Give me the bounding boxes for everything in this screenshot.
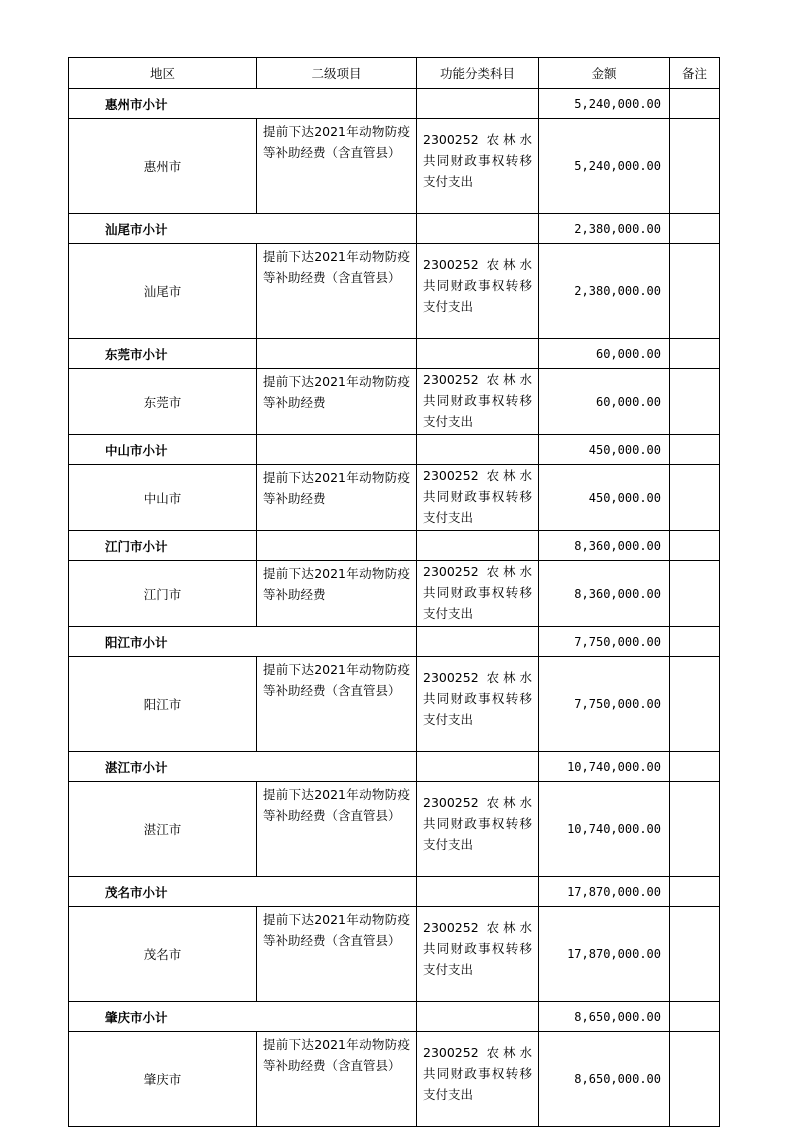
subtotal-label: 肇庆市小计 bbox=[69, 1002, 417, 1032]
subtotal-amount: 8,360,000.00 bbox=[539, 531, 670, 561]
region-name: 茂名市 bbox=[69, 907, 257, 1002]
subtotal-func bbox=[417, 1002, 539, 1032]
detail-amount: 7,750,000.00 bbox=[539, 657, 670, 752]
subtotal-amount: 450,000.00 bbox=[539, 435, 670, 465]
subtotal-amount: 17,870,000.00 bbox=[539, 877, 670, 907]
subtotal-note bbox=[670, 339, 720, 369]
detail-row bbox=[69, 1032, 720, 1127]
func-category: 2300252 农林水共同财政事权转移支付支出 bbox=[417, 657, 539, 752]
func-category: 2300252 农林水共同财政事权转移支付支出 bbox=[417, 782, 539, 877]
subtotal-note bbox=[670, 1002, 720, 1032]
detail-amount: 8,650,000.00 bbox=[539, 1032, 670, 1127]
detail-note bbox=[670, 782, 720, 877]
project-name: 提前下达2021年动物防疫等补助经费 bbox=[257, 561, 417, 627]
subtotal-row bbox=[69, 214, 720, 244]
subtotal-row bbox=[69, 339, 720, 369]
region-name: 东莞市 bbox=[69, 369, 257, 435]
func-category: 2300252 农林水共同财政事权转移支付支出 bbox=[417, 244, 539, 339]
subtotal-note bbox=[670, 752, 720, 782]
subtotal-note bbox=[670, 877, 720, 907]
header-amount: 金额 bbox=[539, 58, 670, 89]
project-name: 提前下达2021年动物防疫等补助经费（含直管县） bbox=[257, 782, 417, 877]
header-note: 备注 bbox=[670, 58, 720, 89]
region-name: 肇庆市 bbox=[69, 1032, 257, 1127]
subtotal-note bbox=[670, 627, 720, 657]
project-name: 提前下达2021年动物防疫等补助经费（含直管县） bbox=[257, 119, 417, 214]
detail-row bbox=[69, 119, 720, 214]
subtotal-func bbox=[417, 531, 539, 561]
detail-row bbox=[69, 561, 720, 627]
subtotal-row bbox=[69, 89, 720, 119]
detail-amount: 5,240,000.00 bbox=[539, 119, 670, 214]
detail-note bbox=[670, 369, 720, 435]
func-category: 2300252 农林水共同财政事权转移支付支出 bbox=[417, 907, 539, 1002]
subtotal-label: 江门市小计 bbox=[69, 531, 257, 561]
subtotal-row bbox=[69, 752, 720, 782]
header-region: 地区 bbox=[69, 58, 257, 89]
subtotal-label: 汕尾市小计 bbox=[69, 214, 417, 244]
detail-amount: 450,000.00 bbox=[539, 465, 670, 531]
detail-note bbox=[670, 244, 720, 339]
subtotal-label: 东莞市小计 bbox=[69, 339, 257, 369]
func-category: 2300252 农林水共同财政事权转移支付支出 bbox=[417, 465, 539, 531]
header-func: 功能分类科目 bbox=[417, 58, 539, 89]
subtotal-row bbox=[69, 627, 720, 657]
detail-row bbox=[69, 657, 720, 752]
subtotal-row bbox=[69, 1002, 720, 1032]
subtotal-note bbox=[670, 214, 720, 244]
subtotal-amount: 7,750,000.00 bbox=[539, 627, 670, 657]
detail-note bbox=[670, 657, 720, 752]
subtotal-label: 惠州市小计 bbox=[69, 89, 417, 119]
subtotal-amount: 2,380,000.00 bbox=[539, 214, 670, 244]
detail-note bbox=[670, 465, 720, 531]
subtotal-func bbox=[417, 435, 539, 465]
func-category: 2300252 农林水共同财政事权转移支付支出 bbox=[417, 1032, 539, 1127]
project-name: 提前下达2021年动物防疫等补助经费（含直管县） bbox=[257, 657, 417, 752]
func-category: 2300252 农林水共同财政事权转移支付支出 bbox=[417, 119, 539, 214]
detail-note bbox=[670, 561, 720, 627]
header-project: 二级项目 bbox=[257, 58, 417, 89]
region-name: 汕尾市 bbox=[69, 244, 257, 339]
subtotal-label: 茂名市小计 bbox=[69, 877, 417, 907]
project-name: 提前下达2021年动物防疫等补助经费（含直管县） bbox=[257, 907, 417, 1002]
func-category: 2300252 农林水共同财政事权转移支付支出 bbox=[417, 561, 539, 627]
subtotal-row bbox=[69, 877, 720, 907]
subtotal-label: 湛江市小计 bbox=[69, 752, 417, 782]
detail-row bbox=[69, 244, 720, 339]
detail-row bbox=[69, 907, 720, 1002]
detail-amount: 8,360,000.00 bbox=[539, 561, 670, 627]
subtotal-func bbox=[417, 877, 539, 907]
detail-row bbox=[69, 369, 720, 435]
subtotal-label: 中山市小计 bbox=[69, 435, 257, 465]
subtotal-label: 阳江市小计 bbox=[69, 627, 417, 657]
detail-row bbox=[69, 465, 720, 531]
subtotal-amount: 10,740,000.00 bbox=[539, 752, 670, 782]
region-name: 惠州市 bbox=[69, 119, 257, 214]
subtotal-func bbox=[417, 752, 539, 782]
subtotal-row bbox=[69, 435, 720, 465]
region-name: 湛江市 bbox=[69, 782, 257, 877]
subtotal-func bbox=[417, 339, 539, 369]
detail-amount: 10,740,000.00 bbox=[539, 782, 670, 877]
detail-note bbox=[670, 907, 720, 1002]
subtotal-func bbox=[417, 214, 539, 244]
subtotal-project bbox=[257, 531, 417, 561]
subtotal-func bbox=[417, 89, 539, 119]
subtotal-project bbox=[257, 339, 417, 369]
subtotal-func bbox=[417, 627, 539, 657]
subtotal-note bbox=[670, 89, 720, 119]
detail-amount: 2,380,000.00 bbox=[539, 244, 670, 339]
allocation-table bbox=[68, 57, 720, 1127]
project-name: 提前下达2021年动物防疫等补助经费（含直管县） bbox=[257, 1032, 417, 1127]
region-name: 中山市 bbox=[69, 465, 257, 531]
subtotal-project bbox=[257, 435, 417, 465]
detail-amount: 17,870,000.00 bbox=[539, 907, 670, 1002]
project-name: 提前下达2021年动物防疫等补助经费 bbox=[257, 369, 417, 435]
subtotal-amount: 8,650,000.00 bbox=[539, 1002, 670, 1032]
detail-amount: 60,000.00 bbox=[539, 369, 670, 435]
detail-row bbox=[69, 782, 720, 877]
subtotal-note bbox=[670, 435, 720, 465]
project-name: 提前下达2021年动物防疫等补助经费 bbox=[257, 465, 417, 531]
region-name: 江门市 bbox=[69, 561, 257, 627]
subtotal-note bbox=[670, 531, 720, 561]
detail-note bbox=[670, 1032, 720, 1127]
header-row bbox=[69, 58, 720, 89]
subtotal-amount: 60,000.00 bbox=[539, 339, 670, 369]
region-name: 阳江市 bbox=[69, 657, 257, 752]
detail-note bbox=[670, 119, 720, 214]
subtotal-row bbox=[69, 531, 720, 561]
func-category: 2300252 农林水共同财政事权转移支付支出 bbox=[417, 369, 539, 435]
subtotal-amount: 5,240,000.00 bbox=[539, 89, 670, 119]
project-name: 提前下达2021年动物防疫等补助经费（含直管县） bbox=[257, 244, 417, 339]
